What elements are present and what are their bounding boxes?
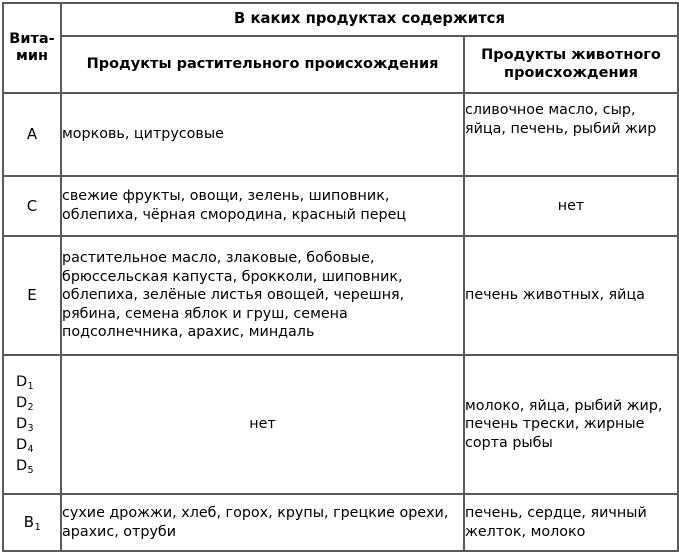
vitamin-d3: $D_3$ [16, 415, 34, 435]
table-row [3, 236, 678, 355]
vitamin-d1: $D_1$ [16, 373, 34, 392]
vitamin-name-d-group [3, 355, 61, 494]
header-row-top [3, 3, 678, 36]
vitamin-d5: $D_5$ [16, 458, 34, 477]
vitamin-name-b1: $B_1$ [3, 494, 61, 551]
vitamin-food-sources-table [2, 2, 679, 552]
animal-sources-e: печень животных, яйца [464, 236, 678, 355]
animal-sources-d: молоко, яйца, рыбий жир, печень трески, жирные сорта рыбы [464, 355, 678, 494]
table-body [3, 93, 678, 551]
vitamin-d4: $D_4$ [16, 437, 34, 456]
header-vitamin-line1: Вита- [9, 30, 55, 47]
header-row-bottom [3, 36, 678, 93]
header-cell-plant-products: Продукты растительного происхождения [61, 36, 464, 93]
vitamin-name-a: A [3, 93, 61, 176]
plant-sources-c: свежие фрукты, овощи, зелень, шиповник, облепиха, чёрная смородина, красный перец [61, 176, 464, 236]
table-row [3, 176, 678, 236]
header-cell-sources-span: В каких продуктах содержится [61, 3, 678, 36]
plant-sources-e: растительное масло, злаковые, бобовые, брюссельская капуста, брокколи, шиповник, облепиха, зелёные листья овощей, черешня, рябина, семена яблок и груш, семена подсолнечника, арахис, миндаль [61, 236, 464, 355]
header-cell-vitamin [3, 3, 61, 93]
table-row [3, 494, 678, 551]
header-animal-line2: происхождения [504, 64, 638, 81]
vitamin-d2: $D_2$ [16, 394, 34, 413]
animal-sources-a: сливочное масло, сыр, яйца, печень, рыбий жир [464, 93, 678, 176]
plant-sources-d: нет [61, 355, 464, 494]
table-row [3, 355, 678, 494]
animal-sources-c: нет [464, 176, 678, 236]
plant-sources-a: морковь, цитрусовые [61, 93, 464, 176]
plant-sources-b1: сухие дрожжи, хлеб, горох, крупы, грецкие орехи, арахис, отруби [61, 494, 464, 551]
header-animal-line1: Продукты животного [481, 46, 661, 63]
header-cell-animal-products [464, 36, 678, 93]
header-vitamin-line2: мин [15, 48, 49, 64]
vitamin-name-c: C [3, 176, 61, 236]
table-row [3, 93, 678, 176]
vitamin-name-e: E [3, 236, 61, 355]
animal-sources-b1: печень, сердце, яичный желток, молоко [464, 494, 678, 551]
table-header [3, 3, 678, 93]
